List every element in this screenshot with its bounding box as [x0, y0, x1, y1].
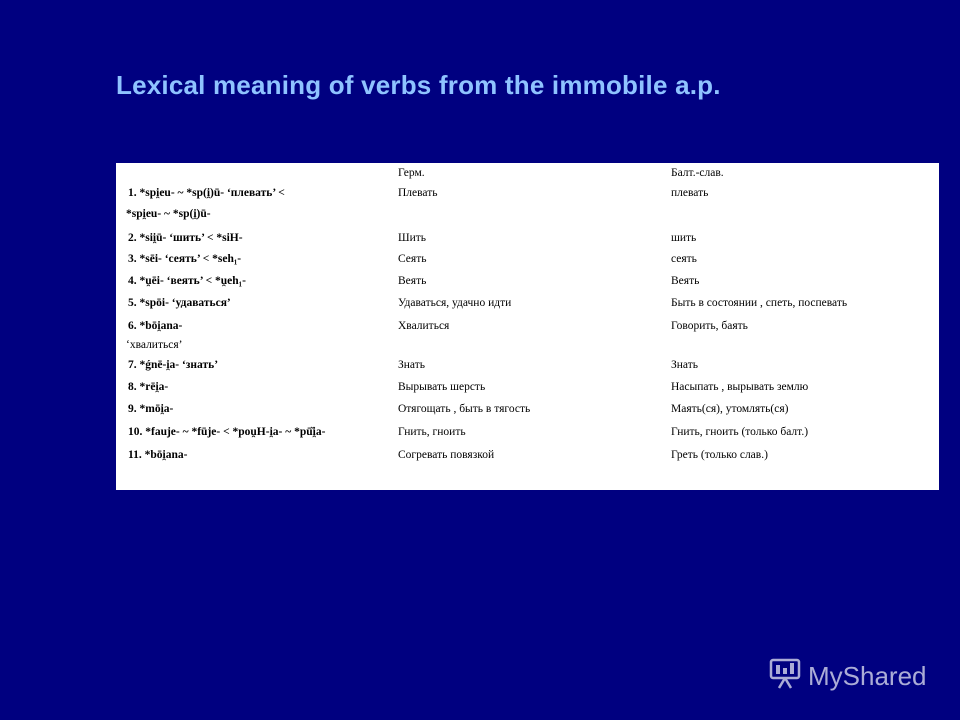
cell-balto-slavic: Насыпать , вырывать землю — [671, 381, 809, 393]
cell-balto-slavic: Говорить, баять — [671, 320, 748, 332]
cell-balto-slavic: Быть в состоянии , спеть, поспевать — [671, 297, 848, 309]
cell-balto-slavic: Гнить, гноить (только балт.) — [671, 426, 809, 438]
header-germanic: Герм. — [398, 167, 425, 179]
cell-germanic: Вырывать шерсть — [398, 381, 486, 393]
cell-etymon: 2. *sii̯ū- ʻшить’ < *siH- — [128, 232, 243, 244]
cell-germanic: Знать — [398, 359, 425, 371]
header-balto-slavic: Балт.-слав. — [671, 167, 724, 179]
verb-table-image — [116, 163, 939, 490]
cell-etymon: 6. *bōi̯ana- — [128, 320, 183, 332]
cell-germanic: Плевать — [398, 187, 438, 199]
cell-germanic: Удаваться, удачно идти — [398, 297, 512, 309]
cell-etymon: 4. *u̯ēi- ʻвеять’ < *u̯eh₁- — [128, 275, 246, 287]
cell-etymon: 7. *ǵnē-i̯a- ʻзнать’ — [128, 359, 219, 371]
cell-germanic: Хвалиться — [398, 320, 450, 332]
myshared-watermark — [768, 656, 927, 697]
cell-etymon: 8. *rēi̯a- — [128, 381, 169, 393]
presentation-board-icon — [768, 656, 808, 697]
slide-title: Lexical meaning of verbs from the immobile a.p. — [116, 70, 721, 100]
cell-balto-slavic: плевать — [671, 187, 709, 199]
cell-balto-slavic: шить — [671, 232, 697, 244]
cell-etymon: 3. *sēi- ʻсеять’ < *seh₁- — [128, 253, 242, 265]
cell-etymon: 10. *fauje- ~ *fūje- < *pou̯H-i̯a- ~ *pū̆i̯a- — [128, 426, 326, 438]
cell-balto-slavic: Маять(ся), утомлять(ся) — [671, 403, 789, 415]
cell-balto-slavic: Знать — [671, 359, 698, 371]
cell-germanic: Веять — [398, 275, 427, 287]
cell-etymon: 5. *spōi- ʻудаваться’ — [128, 297, 231, 309]
cell-germanic: Шить — [398, 232, 427, 244]
watermark-text: MyShared — [808, 661, 927, 691]
cell-balto-slavic: Веять — [671, 275, 700, 287]
cell-balto-slavic: сеять — [671, 253, 697, 265]
cell-etymon: 1. *spi̯eu- ~ *sp(i̯)ū- ʻплевать’ < — [128, 187, 285, 199]
cell-germanic: Отягощать , быть в тягость — [398, 403, 531, 415]
cell-germanic: Гнить, гноить — [398, 426, 466, 438]
cell-etymon: 9. *mōi̯a- — [128, 403, 174, 415]
cell-balto-slavic: Греть (только слав.) — [671, 449, 768, 461]
cell-germanic: Согревать повязкой — [398, 449, 495, 461]
cell-germanic: Сеять — [398, 253, 427, 265]
cell-etymon: *spi̯eu- ~ *sp(i̯)ū- — [126, 208, 211, 220]
cell-etymon: 11. *bōi̯ana- — [128, 449, 188, 461]
cell-etymon: ʻхвалиться’ — [126, 339, 183, 351]
